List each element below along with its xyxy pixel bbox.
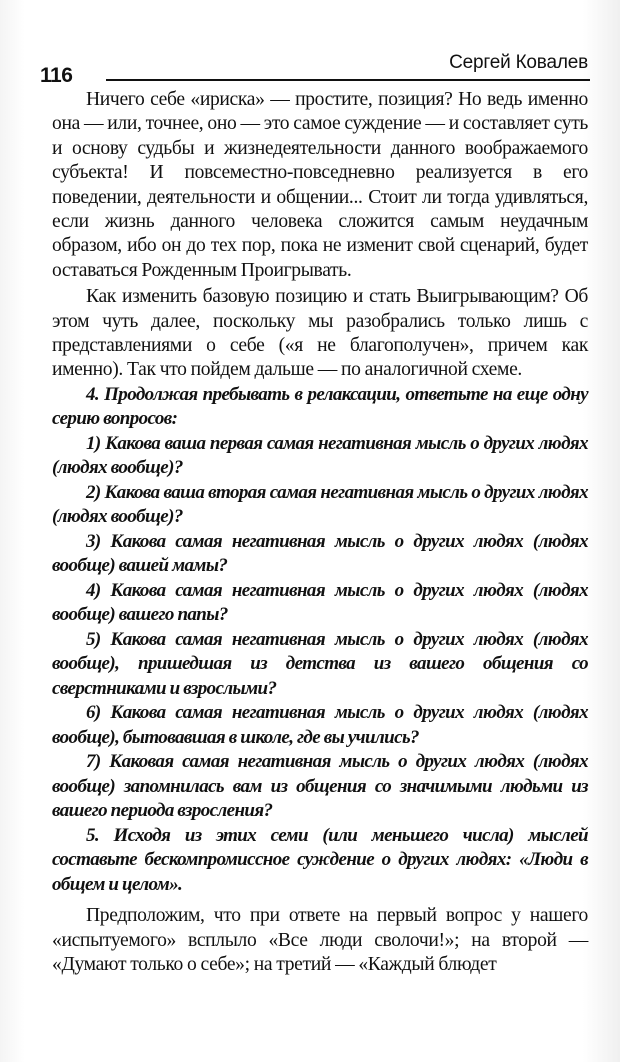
page-header [40,52,590,92]
spacer [52,897,588,904]
running-head-author: Сергей Ковалев [449,52,588,73]
question-item: 2) Какова ваша вторая самая негативная мысль о других людях (людях вообще)? [52,481,588,528]
question-item: 6) Какова самая негативная мысль о других людях (людях вообще), бытовавшая в школе, где вы учились? [52,702,588,748]
exercise-instruction: 4. Продолжая пребывать в релаксации, ответьте на еще одну серию вопросов: [52,383,588,430]
question-item: 5) Какова самая негативная мысль о других людях (людях вообще), пришедшая из детства из вашего общения со сверстниками и взрослыми? [52,628,588,699]
page-number: 116 [40,64,73,87]
question-item: 3) Какова самая негативная мысль о других людях (людях вообще) вашей мамы? [52,530,588,577]
header-rule [106,79,590,81]
question-item: 7) Каковая самая негативная мысль о других людях (людях вообще) запомнилась вам из общения со значимыми людьми из вашего периода взросления? [52,751,588,822]
paragraph: Как изменить базовую позицию и стать Выигрывающим? Об этом чуть далее, поскольку мы разобрались только лишь с представлениями о себе («я не благополучен», причем как именно). Так что пойдем дальше — по аналогичной схеме. [52,286,588,381]
question-item: 4) Какова самая негативная мысль о других людях (людях вообще) вашего папы? [52,579,588,626]
question-item: 1) Какова ваша первая самая негативная мысль о других людях (людях вообще)? [52,432,588,479]
page-body [52,88,588,978]
paragraph: Предположим, что при ответе на первый вопрос у нашего «испытуемого» всплыло «Все люди сволочи!»; на второй — «Думают только о себе»; на третий — «Каждый блюдет [52,905,588,976]
paragraph: Ничего себе «ириска» — простите, позиция? Но ведь именно она — или, точнее, оно — это самое суждение — и составляет суть и основу судьбы и жизнедеятельности данного воображаемого субъекта! И повсеместно-повседневно реализуется в его поведении, деятельности и общении... Стоит ли тогда удивляться, если жизнь данного человека сложится самым неудачным образом, ибо он до тех пор, пока не изменит свой сценарий, будет оставаться Рожденным Проигрывать. [52,89,589,281]
exercise-instruction: 5. Исходя из этих семи (или меньшего числа) мыслей составьте бескомпромиссное суждение о других людях: «Люди в общем и целом». [52,824,588,895]
